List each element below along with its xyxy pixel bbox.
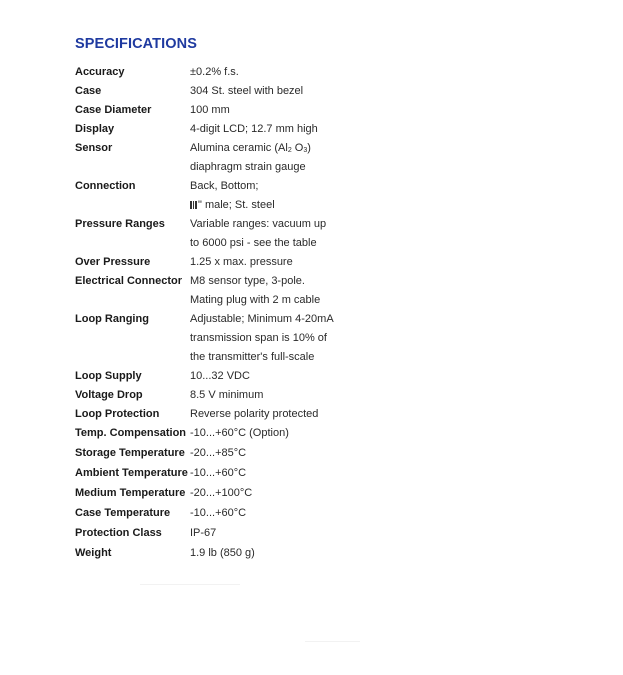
spec-value: -10...+60°C [190, 507, 247, 519]
spec-value: 4-digit LCD; 12.7 mm high [190, 123, 318, 135]
spec-value: 100 mm [190, 104, 230, 116]
spec-value: -10...+60°C (Option) [190, 427, 289, 439]
spec-label: Display [75, 123, 115, 135]
spec-row-temp-compensation [75, 425, 365, 445]
spec-row-over-pressure [75, 254, 365, 273]
spec-value: 304 St. steel with bezel [190, 85, 304, 97]
spec-value: Variable ranges: vacuum up to 6000 psi - see the table [190, 218, 327, 249]
spec-row-loop-protection [75, 406, 365, 425]
spec-row-pressure-ranges [75, 216, 365, 254]
spec-label: Ambient Temperature [75, 467, 188, 479]
spec-label: Case [75, 85, 102, 97]
spec-value: Reverse polarity protected [190, 408, 319, 420]
spec-value: Alumina ceramic ($Al_2$ $O_3$) diaphragm strain gauge [190, 142, 311, 173]
spec-label: Medium Temperature [75, 487, 186, 499]
spec-row-medium-temperature [75, 485, 365, 505]
spec-value: -20...+100°C [190, 487, 253, 499]
spec-label: Accuracy [75, 66, 125, 78]
spec-label: Storage Temperature [75, 447, 185, 459]
spec-label: Weight [75, 547, 112, 559]
spec-row-voltage-drop [75, 387, 365, 406]
divider [305, 641, 360, 642]
spec-label: Protection Class [75, 527, 162, 539]
specifications-table [75, 64, 365, 564]
spec-row-protection-class [75, 525, 365, 545]
spec-label: Sensor [75, 142, 113, 154]
spec-value: -10...+60°C [190, 467, 247, 479]
spec-row-case [75, 83, 365, 102]
spec-value: IP-67 [190, 527, 217, 539]
spec-value: Adjustable; Minimum 4-20mA transmission span is 10% of the transmitter's full-scale [190, 313, 334, 363]
spec-row-accuracy [75, 64, 365, 83]
spec-label: Over Pressure [75, 256, 151, 268]
spec-label: Case Temperature [75, 507, 171, 519]
spec-value: 8.5 V minimum [190, 389, 264, 401]
spec-row-connection [75, 178, 365, 216]
spec-label: Connection [75, 180, 136, 192]
spec-value: -20...+85°C [190, 447, 247, 459]
spec-row-case-temperature [75, 505, 365, 525]
spec-row-sensor [75, 140, 365, 178]
spec-row-case-diameter [75, 102, 365, 121]
spec-value: 1.25 x max. pressure [190, 256, 293, 268]
spec-value: 1.9 lb (850 g) [190, 547, 255, 559]
spec-label: Temp. Compensation [75, 427, 187, 439]
fitting-size-icon [190, 201, 197, 209]
spec-label: Loop Supply [75, 370, 142, 382]
spec-value: Back, Bottom; " male; St. steel [190, 180, 275, 211]
spec-row-ambient-temperature [75, 465, 365, 485]
spec-row-storage-temperature [75, 445, 365, 465]
spec-row-loop-supply [75, 368, 365, 387]
spec-row-display [75, 121, 365, 140]
spec-label: Voltage Drop [75, 389, 143, 401]
spec-label: Electrical Connector [75, 275, 182, 287]
spec-value: M8 sensor type, 3-pole. Mating plug with 2 m cable [190, 275, 321, 306]
spec-label: Pressure Ranges [75, 218, 165, 230]
spec-label: Loop Protection [75, 408, 160, 420]
spec-row-weight [75, 545, 365, 564]
spec-value: 10...32 VDC [190, 370, 250, 382]
spec-row-electrical-connector [75, 273, 365, 311]
divider [140, 584, 240, 585]
spec-value: ±0.2% f.s. [190, 66, 239, 78]
spec-label: Loop Ranging [75, 313, 149, 325]
specifications-heading: SPECIFICATIONS [75, 36, 197, 52]
spec-row-loop-ranging [75, 311, 365, 368]
spec-label: Case Diameter [75, 104, 152, 116]
